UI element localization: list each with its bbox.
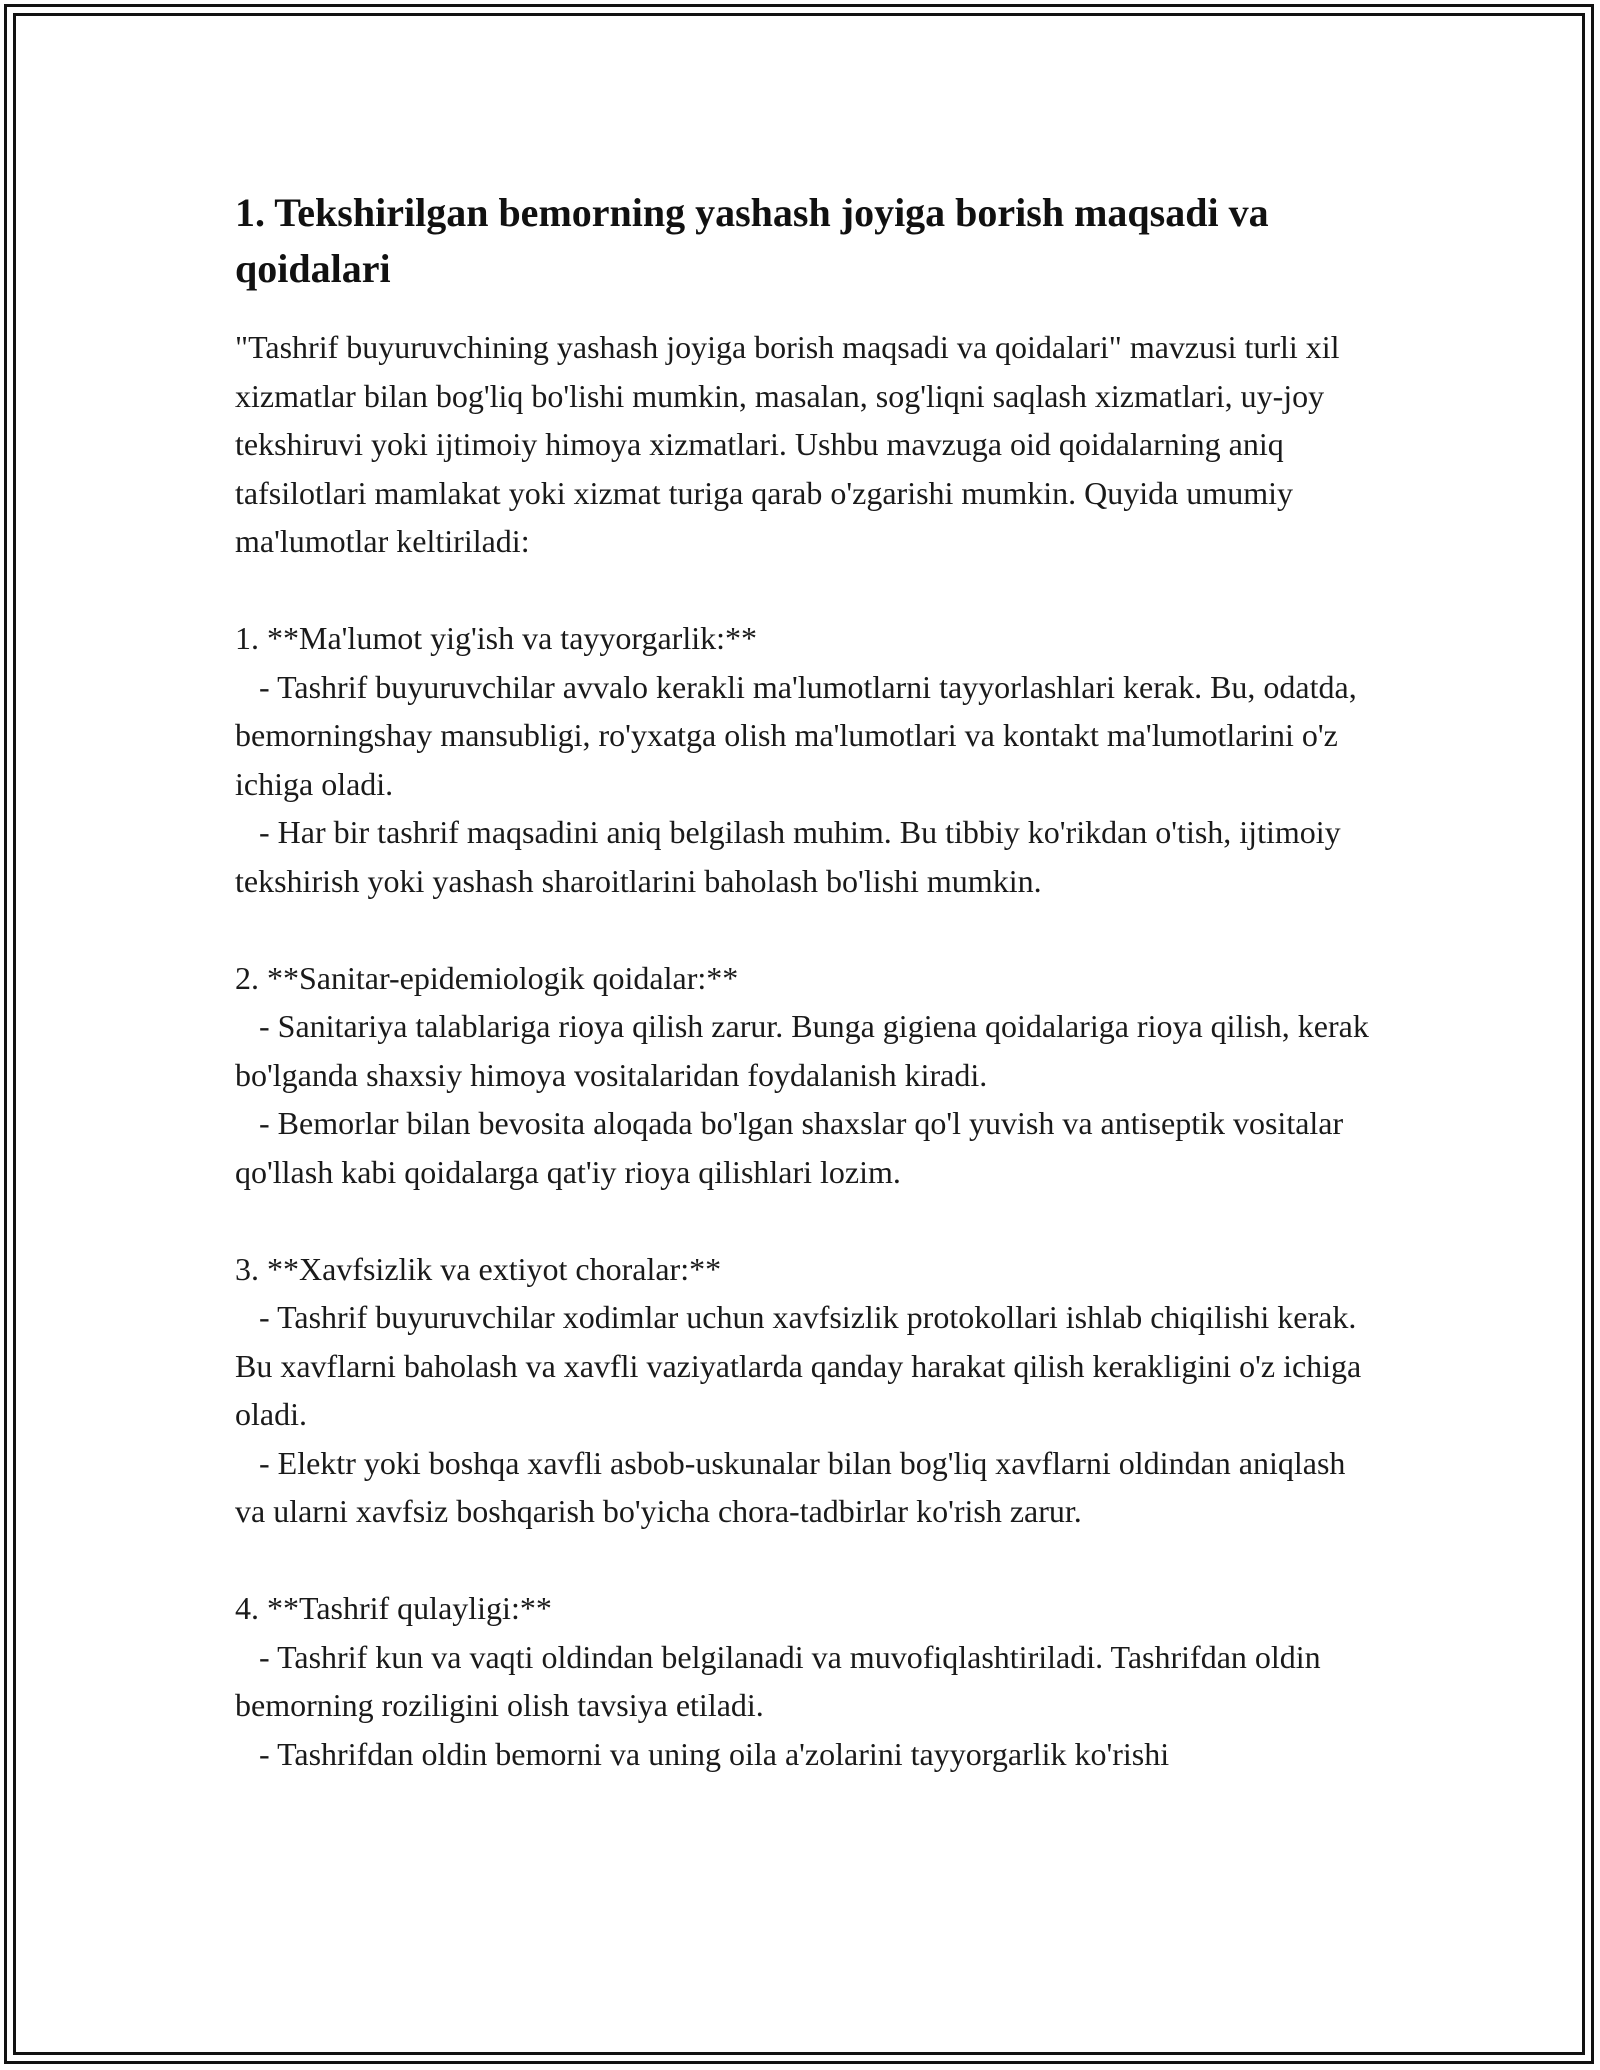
document-title: 1. Tekshirilgan bemorning yashash joyiga borish maqsadi va qoidalari [235, 190, 1269, 291]
section-heading: 2. **Sanitar-epidemiologik qoidalar:** [235, 959, 739, 996]
spacer [235, 905, 1375, 954]
section-item: - Tashrif kun va vaqti oldindan belgilanadi va muvofiqlashtiriladi. Tashrifdan oldin bemorning roziligini olish tavsiya etiladi. [235, 1638, 1329, 1723]
spacer [235, 1196, 1375, 1245]
section-item: - Tashrif buyuruvchilar avvalo kerakli ma'lumotlarni tayyorlashlari kerak. Bu, odatda, bemorningshay mansubligi, ro'yxatga olish ma'lumotlari va kontakt ma'lumotlarini o'z ichiga oladi. [235, 668, 1365, 802]
section-item: - Har bir tashrif maqsadini aniq belgilash muhim. Bu tibbiy ko'rikdan o'tish, ijtimoiy tekshirish yoki yashash sharoitlarini baholash bo'lishi mumkin. [235, 814, 1349, 899]
spacer [235, 566, 1375, 615]
section-item: - Tashrifdan oldin bemorni va uning oila a'zolarini tayyorgarlik ko'rishi [235, 1735, 1170, 1772]
section-heading: 3. **Xavfsizlik va extiyot choralar:** [235, 1250, 722, 1287]
section-item: - Sanitariya talablariga rioya qilish zarur. Bunga gigiena qoidalariga rioya qilish, kerak bo'lganda shaxsiy himoya vositalaridan foydalanish kiradi. [235, 1008, 1377, 1093]
section-1 [235, 614, 1375, 905]
document-body [235, 185, 1375, 1778]
intro-paragraph: "Tashrif buyuruvchining yashash joyiga borish maqsadi va qoidalari" mavzusi turli xil xizmatlar bilan bog'liq bo'lishi mumkin, masalan, sog'liqni saqlash xizmatlari, uy-joy tekshiruvi yoki ijtimoiy himoya xizmatlari. Ushbu mavzuga oid qoidalarning aniq tafsilotlari mamlakat yoki xizmat turiga qarab o'zgarishi mumkin. Quyida umumiy ma'lumotlar keltiriladi: [235, 329, 1348, 559]
section-item: - Bemorlar bilan bevosita aloqada bo'lgan shaxslar qo'l yuvish va antiseptik vositalar qo'llash kabi qoidalarga qat'iy rioya qilishlari lozim. [235, 1105, 1352, 1190]
section-3 [235, 1245, 1375, 1536]
section-heading: 4. **Tashrif qulayligi:** [235, 1590, 552, 1626]
section-4 [235, 1584, 1375, 1778]
spacer [235, 1536, 1375, 1585]
section-heading: 1. **Ma'lumot yig'ish va tayyorgarlik:** [235, 620, 757, 656]
section-2 [235, 954, 1375, 1197]
section-item: - Elektr yoki boshqa xavfli asbob-uskunalar bilan bog'liq xavflarni oldindan aniqlash va ularni xavfsiz boshqarish bo'yicha chora-tadbirlar ko'rish zarur. [235, 1444, 1354, 1529]
section-item: - Tashrif buyuruvchilar xodimlar uchun xavfsizlik protokollari ishlab chiqilishi kerak. Bu xavflarni baholash va xavfli vaziyatlarda qanday harakat qilish kerakligini o'z ichiga oladi. [235, 1299, 1370, 1432]
